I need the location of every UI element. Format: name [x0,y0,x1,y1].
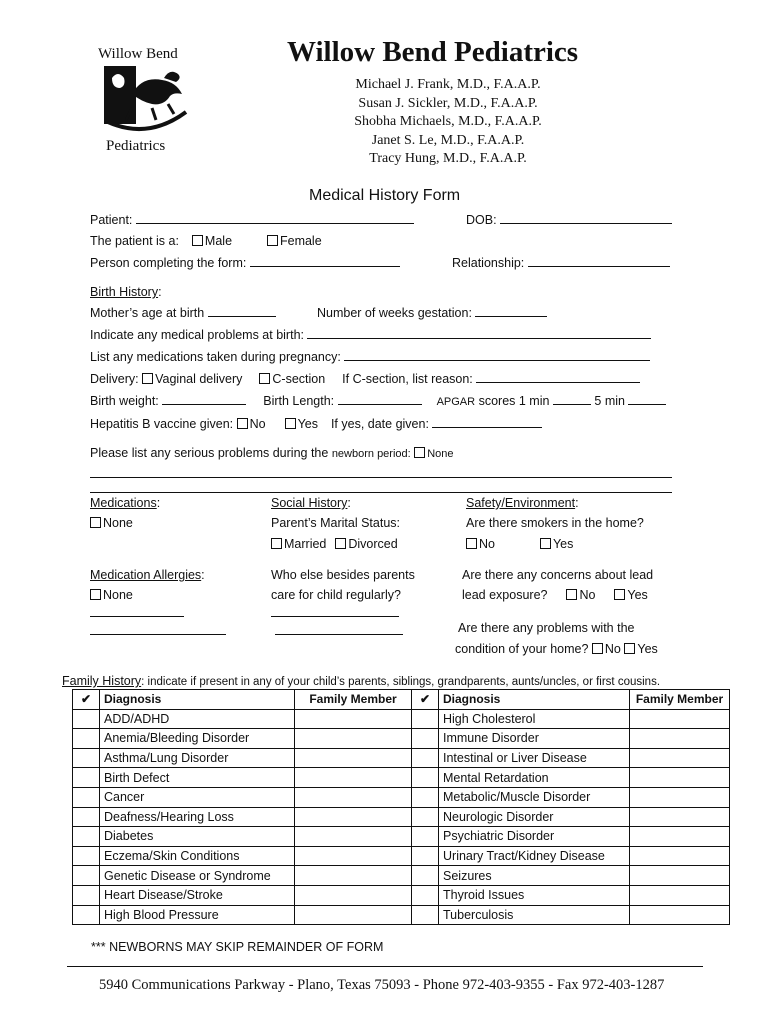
delivery-label: Delivery: [90,372,139,386]
check-cell-left[interactable] [73,748,100,768]
gestation-label: Number of weeks gestation: [317,306,472,320]
diagnosis-cell-left: Cancer [100,787,295,807]
hep-b-date-field[interactable] [432,416,542,428]
mothers-age-label: Mother’s age at birth [90,306,205,320]
mothers-age-row [90,305,276,320]
newborn-none-checkbox[interactable] [414,447,425,458]
diagnosis-cell-left: Deafness/Hearing Loss [100,807,295,827]
vaginal-checkbox[interactable] [142,373,153,384]
family-member-cell-right[interactable] [630,729,730,749]
family-member-cell-right[interactable] [630,807,730,827]
check-cell-right[interactable] [412,807,439,827]
allergies-line-1[interactable] [90,616,184,617]
check-cell-left[interactable] [73,905,100,925]
allergies-heading [90,568,205,582]
colon: : [158,285,162,299]
doctor-name: Tracy Hung, M.D., F.A.A.P. [369,151,527,166]
lead-question-2: lead exposure? [462,588,548,602]
hep-b-yes-checkbox[interactable] [285,418,296,429]
medical-problems-field[interactable] [307,327,651,339]
newborn-problems-row [90,446,453,460]
delivery-row [90,371,640,386]
newborn-problems-line-2[interactable] [90,492,672,493]
home-problems-no-label: No [604,642,621,656]
diagnosis-cell-left: Eczema/Skin Conditions [100,846,295,866]
family-member-cell-left[interactable] [295,885,412,905]
diagnosis-cell-right: Seizures [439,866,630,886]
dob-row [466,212,672,227]
hep-b-no-checkbox[interactable] [237,418,248,429]
pregnancy-meds-field[interactable] [344,349,650,361]
allergies-line-2[interactable] [90,634,226,635]
birth-weight-label: Birth weight: [90,394,159,408]
birth-length-field[interactable] [338,393,422,405]
check-cell-left[interactable] [73,827,100,847]
apgar-5min-field[interactable] [628,393,666,405]
check-cell-left[interactable] [73,709,100,729]
diagnosis-cell-right: High Cholesterol [439,709,630,729]
dob-field[interactable] [500,212,672,224]
table-row [73,768,730,788]
logo-top-text: Willow Bend [98,46,178,62]
diagnosis-cell-left: Anemia/Bleeding Disorder [100,729,295,749]
table-row [73,866,730,886]
table-row [73,827,730,847]
check-cell-left[interactable] [73,768,100,788]
check-cell-right[interactable] [412,827,439,847]
smokers-answer-row [466,537,573,551]
csection-label: C-section [272,372,326,386]
check-cell-left[interactable] [73,807,100,827]
hep-b-yes-label: Yes [297,417,318,431]
hep-b-row [90,416,542,431]
divorced-label: Divorced [348,537,398,551]
family-member-cell-left[interactable] [295,768,412,788]
family-member-header-right: Family Member [630,690,730,710]
newborn-none-label: None [427,448,454,460]
diagnosis-cell-right: Urinary Tract/Kidney Disease [439,846,630,866]
diagnosis-cell-left: Diabetes [100,827,295,847]
family-history-instruction: : indicate if present in any of your child’s parents, siblings, grandparents, aunts/uncles, or first cousins. [141,676,661,688]
check-cell-right[interactable] [412,846,439,866]
diagnosis-header-right: Diagnosis [439,690,630,710]
diagnosis-cell-left: High Blood Pressure [100,905,295,925]
diagnosis-cell-right: Tuberculosis [439,905,630,925]
check-cell-right[interactable] [412,885,439,905]
gestation-row [317,305,547,320]
vaginal-label: Vaginal delivery [155,372,243,386]
family-member-cell-right[interactable] [630,885,730,905]
check-cell-left[interactable] [73,866,100,886]
csection-reason-label: If C-section, list reason: [342,372,473,386]
check-cell-right[interactable] [412,905,439,925]
apgar-label: APGAR [436,396,476,408]
family-member-cell-left[interactable] [295,787,412,807]
diagnosis-cell-right: Thyroid Issues [439,885,630,905]
lead-yes-label: Yes [627,588,648,602]
medications-none-row [90,516,133,530]
lead-yes-checkbox[interactable] [614,589,625,600]
birth-measurements-row [90,393,666,408]
check-column-header-right: ✔ [412,690,439,710]
home-problems-no-checkbox[interactable] [592,643,603,654]
birth-history-label: Birth History [90,285,159,299]
diagnosis-cell-left: Asthma/Lung Disorder [100,748,295,768]
patient-sex-row [90,234,322,248]
allergies-none-checkbox[interactable] [90,589,101,600]
logo [96,46,196,161]
check-cell-left[interactable] [73,787,100,807]
diagnosis-cell-right: Intestinal or Liver Disease [439,748,630,768]
smokers-no-checkbox[interactable] [466,538,477,549]
diagnosis-cell-left: Genetic Disease or Syndrome [100,866,295,886]
rocking-horse-logo [102,64,190,136]
diagnosis-cell-right: Immune Disorder [439,729,630,749]
lead-question-row [462,588,648,602]
check-cell-right[interactable] [412,768,439,788]
family-member-cell-right[interactable] [630,827,730,847]
family-history-title: Family History [62,674,142,688]
gestation-field[interactable] [475,305,547,317]
family-history-table [72,689,730,925]
diagnosis-cell-left: Heart Disease/Stroke [100,885,295,905]
allergies-none-label: None [103,588,133,602]
apgar-1min-label: scores 1 min [478,394,550,408]
diagnosis-header-left: Diagnosis [100,690,295,710]
smokers-no-label: No [479,537,495,551]
medications-heading [90,496,160,510]
apgar-5min-label: 5 min [594,394,625,408]
home-problems-question-1: Are there any problems with the [458,621,635,635]
family-member-cell-right[interactable] [630,905,730,925]
csection-checkbox[interactable] [259,373,270,384]
diagnosis-cell-right: Psychiatric Disorder [439,827,630,847]
lead-no-label: No [579,588,596,602]
medical-problems-label: Indicate any medical problems at birth: [90,328,304,342]
home-problems-row [455,642,658,656]
diagnosis-cell-right: Neurologic Disorder [439,807,630,827]
table-row [73,846,730,866]
male-label: Male [204,234,233,248]
female-label: Female [279,234,322,248]
dob-label: DOB: [466,213,497,227]
birth-history-heading [90,285,162,299]
lead-no-checkbox[interactable] [566,589,577,600]
family-member-cell-left[interactable] [295,748,412,768]
form-title: Medical History Form [309,187,461,204]
doctor-name: Janet S. Le, M.D., F.A.A.P. [371,132,525,148]
family-member-cell-right[interactable] [630,748,730,768]
family-member-cell-left[interactable] [295,709,412,729]
logo-bottom-text: Pediatrics [106,138,166,154]
relationship-label: Relationship: [452,256,525,270]
patient-row [90,212,414,227]
caregivers-question-1: Who else besides parents [271,568,415,582]
check-cell-right[interactable] [412,866,439,886]
family-member-cell-left[interactable] [295,846,412,866]
table-row [73,885,730,905]
table-row [73,787,730,807]
marital-status-row [271,537,398,551]
table-row [73,709,730,729]
check-cell-left[interactable] [73,846,100,866]
diagnosis-cell-right: Metabolic/Muscle Disorder [439,787,630,807]
family-member-cell-right[interactable] [630,866,730,886]
medications-label: Medications [90,496,157,510]
table-row [73,807,730,827]
female-checkbox[interactable] [267,235,278,246]
newborn-skip-note: *** NEWBORNS MAY SKIP REMAINDER OF FORM [91,940,384,954]
table-row [73,905,730,925]
male-checkbox[interactable] [192,235,203,246]
apgar-1min-field[interactable] [553,393,591,405]
home-problems-yes-label: Yes [637,642,658,656]
caregivers-question-2: care for child regularly? [271,588,401,602]
check-cell-right[interactable] [412,709,439,729]
footer-divider [67,966,703,967]
check-cell-right[interactable] [412,748,439,768]
allergies-none-row [90,588,133,602]
medical-problems-row [90,327,651,342]
patient-field[interactable] [136,212,414,224]
newborn-problems-line-1[interactable] [90,477,672,478]
social-history-heading [271,496,351,510]
person-completing-row [90,255,400,270]
lead-question-1: Are there any concerns about lead [462,568,654,582]
marital-status-label: Parent’s Marital Status: [271,516,400,530]
medications-none-checkbox[interactable] [90,517,101,528]
family-member-cell-left[interactable] [295,905,412,925]
colon: : [347,496,351,510]
relationship-field[interactable] [528,255,670,267]
married-checkbox[interactable] [271,538,282,549]
diagnosis-cell-left: Birth Defect [100,768,295,788]
doctor-name: Shobha Michaels, M.D., F.A.A.P. [354,114,542,129]
family-member-cell-left[interactable] [295,866,412,886]
mothers-age-field[interactable] [208,305,276,317]
married-label: Married [284,537,327,551]
family-member-cell-left[interactable] [295,807,412,827]
family-member-cell-right[interactable] [630,768,730,788]
hep-b-no-label: No [249,417,266,431]
table-row [73,748,730,768]
smokers-yes-label: Yes [552,537,574,551]
patient-label: Patient: [90,213,133,227]
social-history-label: Social History [271,496,348,510]
check-cell-left[interactable] [73,885,100,905]
check-cell-left[interactable] [73,729,100,749]
newborn-period-label: newborn period: [331,448,411,460]
pregnancy-meds-label: List any medications taken during pregnancy: [90,350,341,364]
family-member-cell-left[interactable] [295,827,412,847]
diagnosis-cell-right: Mental Retardation [439,768,630,788]
birth-length-label: Birth Length: [263,394,335,408]
birth-weight-field[interactable] [162,393,246,405]
colon: : [201,568,205,582]
check-column-header-left: ✔ [73,690,100,710]
table-header-row [73,690,730,710]
patient-is-label: The patient is a: [90,234,179,248]
family-member-cell-right[interactable] [630,709,730,729]
smokers-yes-checkbox[interactable] [540,538,551,549]
relationship-row [452,255,670,270]
caregivers-line-1[interactable] [271,616,399,617]
hep-b-date-label: If yes, date given: [330,417,429,431]
safety-label: Safety/Environment [466,496,576,510]
diagnosis-cell-left: ADD/ADHD [100,709,295,729]
csection-reason-field[interactable] [476,371,640,383]
family-member-cell-left[interactable] [295,729,412,749]
check-cell-right[interactable] [412,787,439,807]
medications-none-label: None [103,516,133,530]
home-problems-yes-checkbox[interactable] [624,643,635,654]
caregivers-line-2[interactable] [275,634,403,635]
pregnancy-meds-row [90,349,650,364]
newborn-problems-label: Please list any serious problems during the [90,446,329,460]
person-completing-label: Person completing the form: [90,256,247,270]
doctor-name: Michael J. Frank, M.D., F.A.A.P. [355,77,541,92]
family-member-cell-right[interactable] [630,846,730,866]
smokers-question: Are there smokers in the home? [466,516,644,530]
hep-b-label: Hepatitis B vaccine given: [90,417,234,431]
family-member-header-left: Family Member [295,690,412,710]
check-cell-right[interactable] [412,729,439,749]
doctor-list [300,76,596,169]
family-member-cell-right[interactable] [630,787,730,807]
divorced-checkbox[interactable] [335,538,346,549]
colon: : [156,496,161,510]
footer-address: 5940 Communications Parkway - Plano, Texas 75093 - Phone 972-403-9355 - Fax 972-403-1287 [99,977,665,993]
person-completing-field[interactable] [250,255,400,267]
table-row [73,729,730,749]
allergies-label: Medication Allergies [90,568,202,582]
practice-name: Willow Bend Pediatrics [287,36,579,68]
home-problems-question-2: condition of your home? [455,642,589,656]
doctor-name: Susan J. Sickler, M.D., F.A.A.P. [358,95,538,111]
colon: : [575,496,579,510]
safety-heading [466,496,579,510]
family-history-heading [62,674,660,688]
